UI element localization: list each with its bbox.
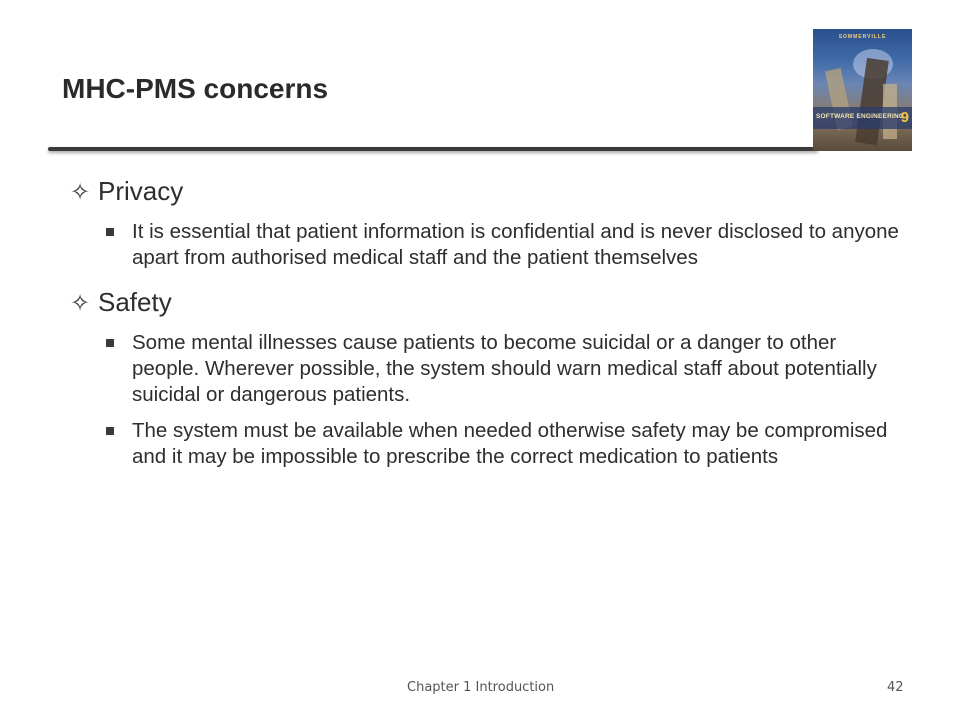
slide-content: [70, 170, 900, 470]
slide-title: MHC-PMS concerns: [62, 73, 329, 104]
safety-bullet-list: [70, 330, 900, 470]
title-divider: [48, 147, 818, 151]
book-author: SOMMERVILLE: [838, 34, 887, 40]
section-heading-text: Privacy: [98, 176, 184, 206]
footer-page-number: 42: [887, 680, 904, 695]
privacy-bullet-list: [70, 219, 900, 271]
square-bullet-icon: [106, 228, 114, 236]
list-item-text: The system must be available when needed otherwise safety may be compromised and it may be impossible to prescribe the correct medication to patients: [132, 419, 888, 468]
section-heading-text: Safety: [98, 287, 172, 317]
book-cover-image: [813, 29, 912, 151]
square-bullet-icon: [106, 339, 114, 347]
four-point-star-icon: ✧: [70, 179, 91, 206]
list-item: [66, 330, 900, 408]
four-point-star-icon: ✧: [70, 290, 91, 317]
list-item-text: It is essential that patient information is confidential and is never disclosed to anyone apart from authorised medical staff and the patient themselves: [132, 220, 899, 269]
square-bullet-icon: [106, 427, 114, 435]
book-title: SOFTWARE ENGINEERING: [816, 113, 905, 120]
list-item: [66, 219, 900, 271]
list-item: [66, 418, 900, 470]
section-heading-safety: [70, 287, 900, 318]
footer-chapter: Chapter 1 Introduction: [407, 680, 555, 695]
list-item-text: Some mental illnesses cause patients to become suicidal or a danger to other people. Wherever possible, the system should warn medical staff about potentially suicidal or dangerous patients.: [132, 331, 877, 406]
book-edition: 9: [900, 109, 909, 126]
section-heading-privacy: [70, 176, 900, 207]
